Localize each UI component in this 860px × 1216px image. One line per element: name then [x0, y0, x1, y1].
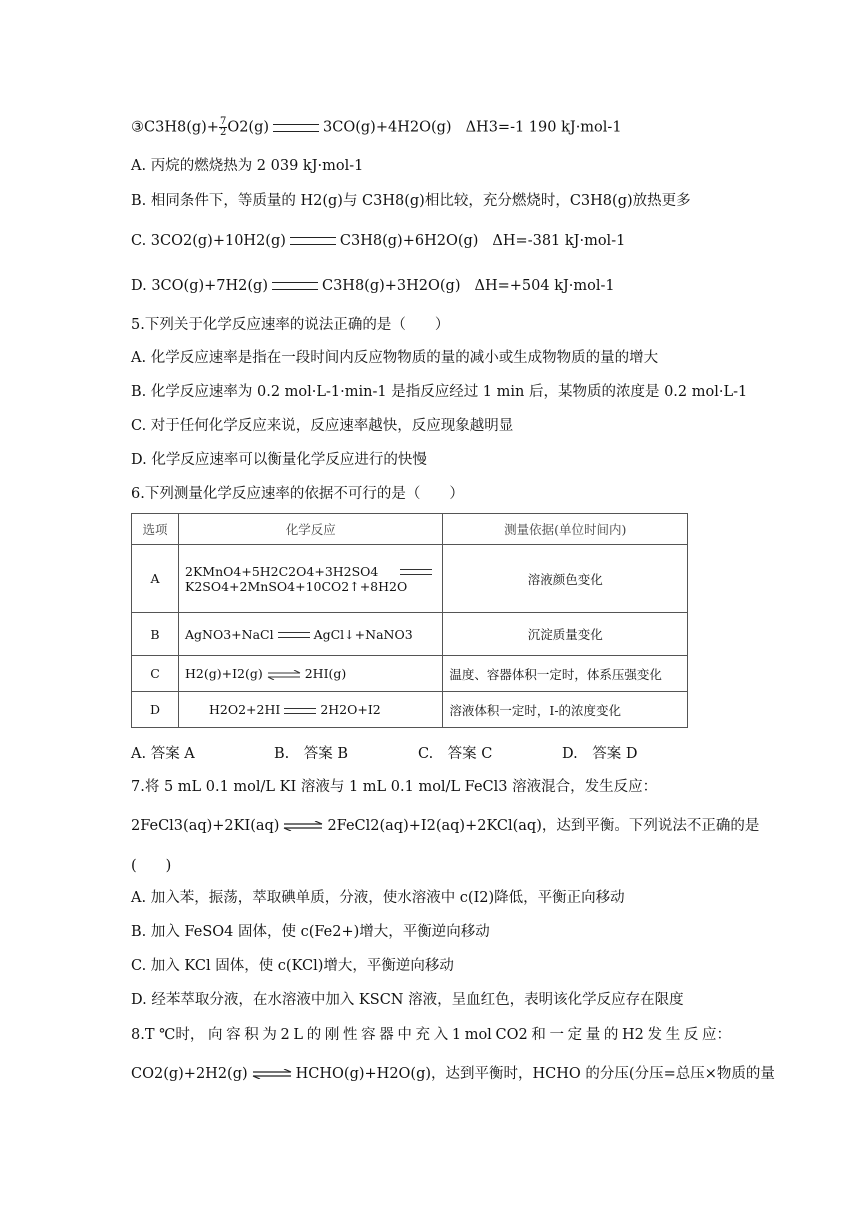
q6-answer-a: A. 答案 A	[131, 746, 195, 762]
equals-sign-icon	[278, 632, 310, 638]
reversible-arrow-icon	[267, 670, 301, 680]
q6-table	[131, 513, 688, 728]
header-basis: 测量依据(单位时间内)	[443, 514, 688, 545]
equals-sign-icon	[284, 708, 316, 714]
equals-sign-icon	[400, 569, 432, 575]
q6-answer-b: B. 答案 B	[274, 746, 349, 762]
q6-stem: 6.下列测量化学反应速率的依据不可行的是（ ）	[131, 486, 464, 502]
equals-sign-icon	[272, 282, 318, 290]
q7-option-b: B. 加入 FeSO4 固体，使 c(Fe2+)增大，平衡逆向移动	[131, 924, 490, 940]
reaction-cell: AgNO3+NaCl AgCl↓+NaNO3	[179, 613, 443, 656]
equals-sign-icon	[290, 237, 336, 245]
table-row: B AgNO3+NaCl AgCl↓+NaNO3 沉淀质量变化	[132, 613, 688, 656]
q8-stem: 8.T ℃时， 向 容 积 为 2 L 的 刚 性 容 器 中 充 入 1 mol CO2 和 一 定 量 的 H2 发 生 反 应：	[131, 1027, 731, 1043]
reaction-cell: 2KMnO4+5H2C2O4+3H2SO4 K2SO4+2MnSO4+10CO2↑+8H2O	[179, 545, 443, 613]
q4-option-c: C. 3CO2(g)+10H2(g) C3H8(g)+6H2O(g) ΔH=-381 kJ·mol-1	[131, 233, 626, 249]
q4-eq3-reactants: C3H8(g)+	[144, 119, 219, 136]
header-reaction: 化学反应	[179, 514, 443, 545]
q7-option-a: A. 加入苯，振荡，萃取碘单质，分液，使水溶液中 c(I2)降低，平衡正向移动	[131, 890, 625, 906]
reaction-cell: H2(g)+I2(g) 2HI(g)	[179, 656, 443, 692]
q4-eq3-products: 3CO(g)+4H2O(g)	[323, 119, 452, 136]
reversible-arrow-icon	[283, 821, 323, 831]
table-header-row	[132, 514, 688, 545]
q6-answer-c: C. 答案 C	[418, 746, 493, 762]
q4-eq3-o2: O2(g)	[227, 119, 270, 136]
q5-option-d: D. 化学反应速率可以衡量化学反应进行的快慢	[131, 452, 427, 468]
q7-stem: 7.将 5 mL 0.1 mol/L KI 溶液与 1 mL 0.1 mol/L FeCl3 溶液混合，发生反应：	[131, 779, 658, 795]
table-row: A 2KMnO4+5H2C2O4+3H2SO4 K2SO4+2MnSO4+10CO2↑+8H2O 溶液颜色变化	[132, 545, 688, 613]
q4-option-a: A. 丙烷的燃烧热为 2 039 kJ·mol-1	[131, 158, 364, 174]
table-row: C H2(g)+I2(g) 2HI(g) 温度、容器体积一定时，体系压强变化	[132, 656, 688, 692]
q4-eq3-fraction: $\frac{7}{2}$	[219, 116, 227, 138]
q7-reaction: 2FeCl3(aq)+2KI(aq) 2FeCl2(aq)+I2(aq)+2KCl(aq)，达到平衡。下列说法不正确的是	[131, 818, 760, 834]
q5-option-c: C. 对于任何化学反应来说，反应速率越快，反应现象越明显	[131, 418, 514, 434]
q5-option-a: A. 化学反应速率是指在一段时间内反应物物质的量的减小或生成物物质的量的增大	[131, 350, 659, 366]
q7-paren: ( )	[131, 858, 172, 874]
q5-option-b: B. 化学反应速率为 0.2 mol·L-1·min-1 是指反应经过 1 min 后，某物质的浓度是 0.2 mol·L-1	[131, 384, 748, 400]
q4-equation-3	[131, 117, 622, 138]
q7-option-c: C. 加入 KCl 固体，使 c(KCl)增大，平衡逆向移动	[131, 958, 454, 974]
q6-answer-d: D. 答案 D	[562, 746, 638, 762]
equals-sign-icon	[273, 124, 319, 132]
table-row: D H2O2+2HI 2H2O+I2 溶液体积一定时，I-的浓度变化	[132, 692, 688, 728]
q5-stem: 5.下列关于化学反应速率的说法正确的是（ ）	[131, 317, 450, 333]
reaction-cell: H2O2+2HI 2H2O+I2	[179, 692, 443, 728]
q8-reaction: CO2(g)+2H2(g) HCHO(g)+H2O(g)，达到平衡时，HCHO 的分压(分压=总压×物质的量	[131, 1066, 775, 1082]
q4-eq3-dh: ΔH3=-1 190 kJ·mol-1	[465, 119, 622, 136]
header-option: 选项	[132, 514, 179, 545]
q7-option-d: D. 经苯萃取分液，在水溶液中加入 KSCN 溶液，呈血红色，表明该化学反应存在限度	[131, 992, 684, 1008]
q4-eq3-marker: ③	[131, 119, 144, 136]
q4-option-b: B. 相同条件下，等质量的 H2(g)与 C3H8(g)相比较，充分燃烧时，C3H8(g)放热更多	[131, 193, 691, 209]
reversible-arrow-icon	[252, 1069, 292, 1079]
q4-option-d: D. 3CO(g)+7H2(g) C3H8(g)+3H2O(g) ΔH=+504 kJ·mol-1	[131, 278, 615, 294]
